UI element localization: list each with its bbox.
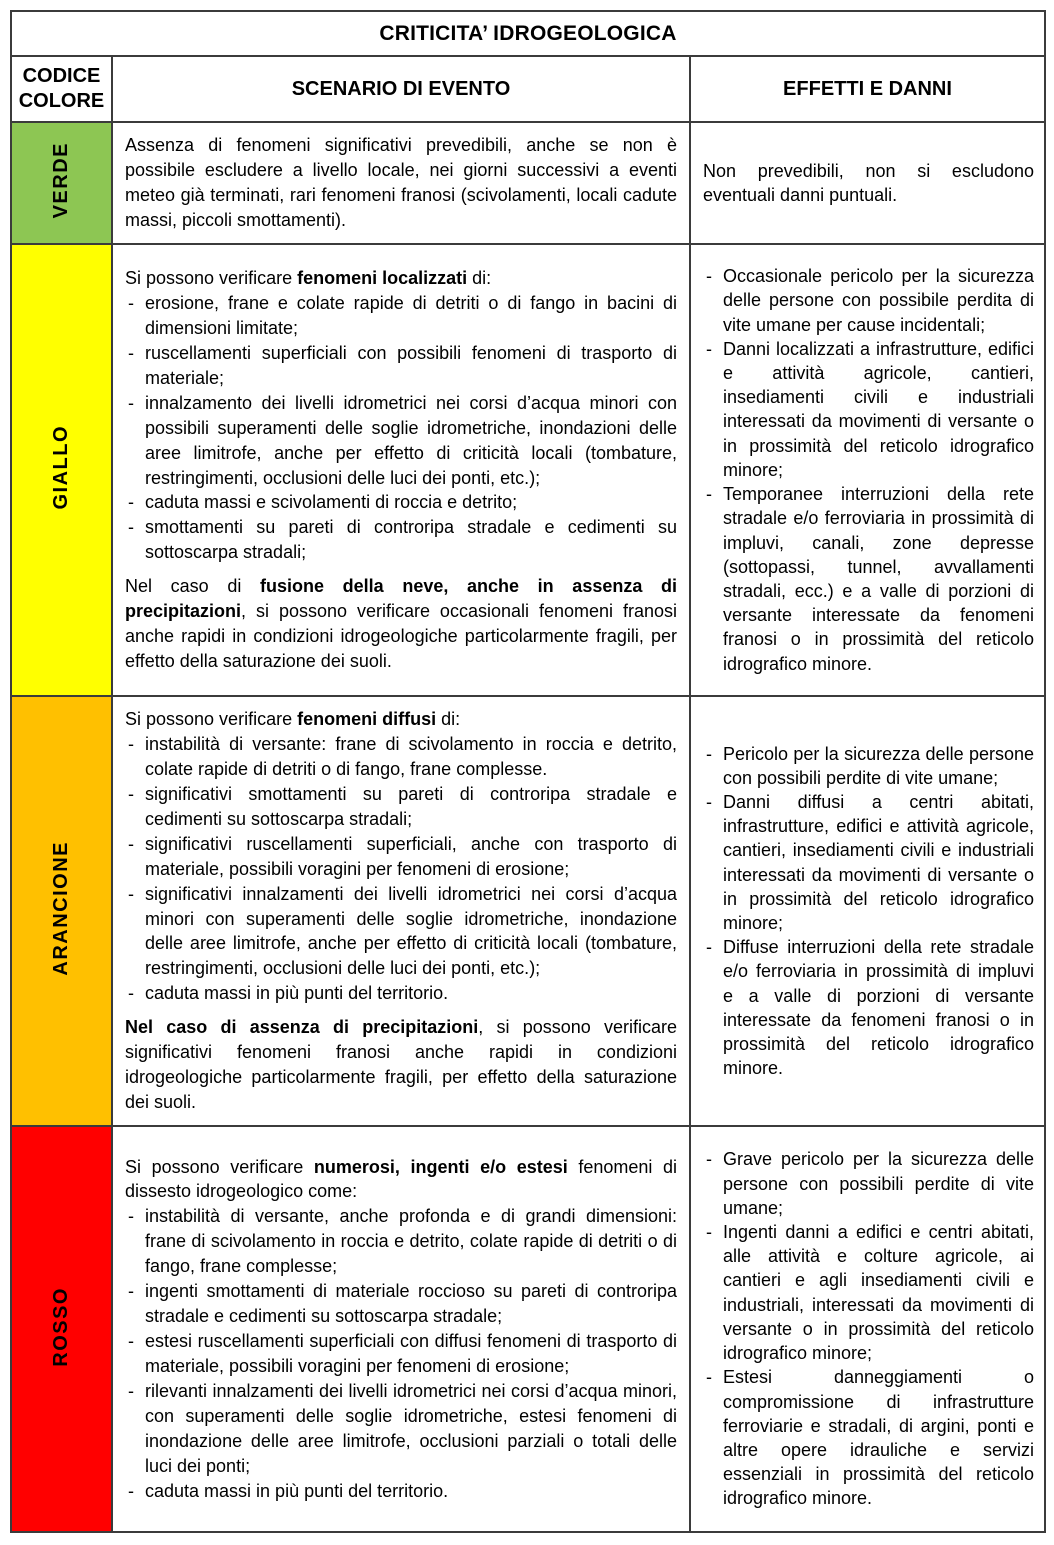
bold-text: fenomeni diffusi xyxy=(297,709,437,730)
color-code-cell-arancione xyxy=(11,696,112,1126)
color-code-label-giallo: GIALLO xyxy=(50,425,72,510)
column-header-scenario-di-evento: SCENARIO DI EVENTO xyxy=(112,56,690,122)
text: instabilità di versante, anche profonda e di grandi dimensioni: frane di scivolamento in roccia e detrito, colate rapide di detriti o di fango, frane complesse; xyxy=(145,1206,677,1277)
paragraph xyxy=(125,133,677,233)
text: erosione, frane e colate rapide di detriti o di fango in bacini di dimensioni limitate; xyxy=(145,293,677,338)
text: di: xyxy=(467,268,492,289)
dash-marker: - xyxy=(706,484,712,505)
dash-marker: - xyxy=(128,1206,134,1227)
text: caduta massi in più punti del territorio. xyxy=(145,1480,449,1501)
color-code-cell-giallo xyxy=(11,244,112,696)
text: ingenti smottamenti di materiale roccioso su pareti di controripa stradale e cedimenti su sottoscarpa stradale; xyxy=(145,1281,677,1327)
list-item xyxy=(703,790,1034,935)
effects-cell-arancione xyxy=(690,696,1045,1126)
dash-marker: - xyxy=(128,392,134,413)
dash-marker: - xyxy=(128,1281,134,1302)
bullet-list xyxy=(125,732,677,1006)
color-code-label-rosso: ROSSO xyxy=(50,1286,72,1367)
list-item xyxy=(125,1279,677,1329)
bullet-list xyxy=(125,1204,677,1503)
effects-cell-verde xyxy=(690,122,1045,244)
text: Danni localizzati a infrastrutture, edifici e attività agricole, cantieri, insediamenti civili e industriali interessati da movimenti di versante o in prossimità del reticolo idrografico minore; xyxy=(723,338,1034,480)
text: fenomeni di dissesto idrogeologico come: xyxy=(125,1156,677,1202)
text: Pericolo per la sicurezza delle persone con possibili perdite di vite umane; xyxy=(723,743,1034,788)
color-code-cell-rosso xyxy=(11,1126,112,1532)
dash-marker: - xyxy=(706,1149,712,1170)
list-item xyxy=(125,782,677,832)
list-item xyxy=(703,1147,1034,1220)
text: Non prevedibili, non si escludono eventuali danni puntuali. xyxy=(703,160,1034,205)
list-item xyxy=(125,882,677,982)
list-item xyxy=(125,341,677,391)
row-giallo xyxy=(11,244,1045,696)
list-item xyxy=(125,490,677,515)
dash-marker: - xyxy=(128,883,134,904)
row-arancione xyxy=(11,696,1045,1126)
list-item xyxy=(703,1220,1034,1365)
text: caduta massi e scivolamenti di roccia e detrito; xyxy=(145,492,518,513)
text: Si possono verificare xyxy=(125,709,298,730)
list-item xyxy=(125,391,677,491)
dash-marker: - xyxy=(128,1331,134,1351)
text: Danni diffusi a centri abitati, infrastrutture, edifici e attività agricole, cantieri, insediamenti civili e industriali interessati da movimenti di versante o in prossimità del reticolo idrografico minore; xyxy=(723,791,1034,933)
paragraph xyxy=(125,707,677,732)
list-item xyxy=(125,291,677,341)
text: Nel caso di xyxy=(125,576,260,597)
table-title: CRITICITA’ IDROGEOLOGICA xyxy=(11,11,1045,56)
list-item xyxy=(125,832,677,882)
row-rosso xyxy=(11,1126,1045,1532)
text: ruscellamenti superficiali con possibili fenomeni di trasporto di materiale; xyxy=(145,342,677,388)
scenario-cell-rosso xyxy=(112,1126,690,1532)
bullet-list xyxy=(125,291,677,565)
list-item xyxy=(703,935,1034,1080)
text: significativi ruscellamenti superficiali, anche con trasporto di materiale, possibili voragini per fenomeni di erosione; xyxy=(145,833,677,879)
bold-text: fusione della neve, anche in assenza di precipitazioni xyxy=(125,576,678,622)
dash-marker: - xyxy=(128,833,134,854)
text: Grave pericolo per la sicurezza delle persone con possibili perdite di vite umane; xyxy=(723,1149,1034,1218)
text: caduta massi in più punti del territorio. xyxy=(145,983,449,1004)
dash-marker: - xyxy=(128,983,134,1004)
text: Temporanee interruzioni della rete stradale e/o ferroviaria in prossimità di impluvi, canali, zone depresse (sottopassi, tunnel, avvallamenti stradali, ecc.) e a valle di porzioni di versante interessate da fenomeni franosi o in prossimità del reticolo idrografico minore. xyxy=(723,484,1034,674)
bullet-list xyxy=(703,1147,1034,1510)
list-item xyxy=(125,515,677,565)
list-item xyxy=(703,482,1034,676)
list-item xyxy=(125,732,677,782)
scenario-cell-giallo xyxy=(112,244,690,696)
text: Assenza di fenomeni significativi prevedibili, anche se non è possibile escludere a livello locale, nei giorni successivi a eventi meteo già terminati, rari fenomeni franosi (scivolamenti, locali cadute massi, piccoli smottamenti). xyxy=(125,135,677,230)
dash-marker: - xyxy=(706,266,712,287)
text: , si possono verificare occasionali fenomeni franosi anche rapidi in condizioni idrogeologiche particolarmente fragili, per effetto della saturazione dei suoli. xyxy=(125,601,677,671)
bold-text: fenomeni localizzati xyxy=(297,268,468,289)
dash-marker: - xyxy=(706,338,712,359)
dash-marker: - xyxy=(128,517,134,538)
color-code-label-arancione: ARANCIONE xyxy=(50,841,72,976)
list-item xyxy=(703,742,1034,790)
paragraph xyxy=(703,159,1034,207)
text: rilevanti innalzamenti dei livelli idrometrici nei corsi d’acqua minori, con superamenti delle soglie idrometriche, estesi fenomeni di inondazione delle aree limitrofe, occlusioni parziali o totali delle luci dei ponti; xyxy=(145,1380,677,1476)
list-item xyxy=(703,337,1034,482)
scenario-cell-verde xyxy=(112,122,690,244)
text: , si possono verificare significativi fenomeni franosi anche rapidi in condizioni idrogeologiche particolarmente fragili, per effetto della saturazione dei suoli. xyxy=(125,1017,677,1112)
list-item xyxy=(125,981,677,1006)
dash-marker: - xyxy=(128,1480,134,1501)
bold-text: numerosi, ingenti e/o estesi xyxy=(313,1156,568,1177)
list-item xyxy=(703,1365,1034,1510)
title-row xyxy=(11,11,1045,56)
text: Ingenti danni a edifici e centri abitati, alle attività e colture agricole, ai cantieri e agli insediamenti civili e industriali, interessati da movimenti di versante o in prossimità del reticolo idrografico minore; xyxy=(723,1222,1034,1364)
row-verde xyxy=(11,122,1045,244)
text: Occasionale pericolo per la sicurezza delle persone con possibile perdita di vite umane per cause incidentali; xyxy=(723,266,1034,335)
text: instabilità di versante: frane di scivolamento in roccia e detrito, colate rapide di detriti o di fango, frane complesse. xyxy=(145,734,677,779)
dash-marker: - xyxy=(706,937,712,958)
paragraph xyxy=(125,1015,677,1115)
criticita-idrogeologica-table xyxy=(10,10,1046,1533)
paragraph xyxy=(125,266,677,291)
effects-cell-giallo xyxy=(690,244,1045,696)
dash-marker: - xyxy=(706,791,712,812)
column-header-effetti-e-danni: EFFETTI E DANNI xyxy=(690,56,1045,122)
list-item xyxy=(125,1204,677,1279)
dash-marker: - xyxy=(128,783,134,804)
text: significativi innalzamenti dei livelli idrometrici nei corsi d’acqua minori con superamenti delle soglie idrometriche, inondazione delle aree limitrofe, anche per effetto di criticità locali (tombature, restringimenti, occlusioni delle luci dei ponti, etc.); xyxy=(145,883,677,979)
text: innalzamento dei livelli idrometrici nei corsi d’acqua minori con possibili superamenti delle soglie idrometriche, inondazioni delle aree limitrofe, anche per effetto di criticità locali (tombature, restringimenti, occlusioni delle luci dei ponti, etc.); xyxy=(145,392,677,488)
column-header-codice-colore: CODICE COLORE xyxy=(11,56,112,122)
text: Diffuse interruzioni della rete stradale e/o ferroviaria in prossimità di impluvi e a valle di porzioni di versante interessate da fenomeni franosi o in prossimità del reticolo idrografico minore. xyxy=(723,937,1034,1079)
dash-marker: - xyxy=(128,342,134,363)
bold-text: Nel caso di assenza di precipitazioni xyxy=(125,1017,479,1038)
text: Estesi danneggiamenti o compromissione di infrastrutture ferroviarie e stradali, di argini, ponti e altre opere idrauliche e servizi essenziali in prossimità del reticolo idrografico minore. xyxy=(723,1367,1034,1509)
list-item xyxy=(125,1379,677,1479)
text: Si possono verificare xyxy=(125,1156,314,1177)
dash-marker: - xyxy=(128,734,134,755)
scenario-cell-arancione xyxy=(112,696,690,1126)
list-item xyxy=(703,264,1034,337)
dash-marker: - xyxy=(128,293,134,314)
header-row xyxy=(11,56,1045,122)
text: smottamenti su pareti di controripa stradale e cedimenti su sottoscarpa stradali; xyxy=(145,517,677,563)
dash-marker: - xyxy=(706,1367,712,1388)
paragraph xyxy=(125,1155,677,1205)
text: estesi ruscellamenti superficiali con diffusi fenomeni di trasporto di materiale, possibili voragini per fenomeni di erosione; xyxy=(145,1331,677,1376)
color-code-label-verde: VERDE xyxy=(50,142,72,219)
text: di: xyxy=(436,709,461,730)
effects-cell-rosso xyxy=(690,1126,1045,1532)
bullet-list xyxy=(703,264,1034,675)
dash-marker: - xyxy=(706,743,712,764)
dash-marker: - xyxy=(128,492,134,513)
dash-marker: - xyxy=(706,1222,712,1243)
dash-marker: - xyxy=(128,1380,134,1401)
bullet-list xyxy=(703,742,1034,1081)
text: significativi smottamenti su pareti di controripa stradale e cedimenti su sottoscarpa stradali; xyxy=(145,783,677,829)
text: Si possono verificare xyxy=(125,268,298,289)
color-code-cell-verde xyxy=(11,122,112,244)
paragraph xyxy=(125,574,677,674)
list-item xyxy=(125,1479,677,1504)
list-item xyxy=(125,1329,677,1379)
